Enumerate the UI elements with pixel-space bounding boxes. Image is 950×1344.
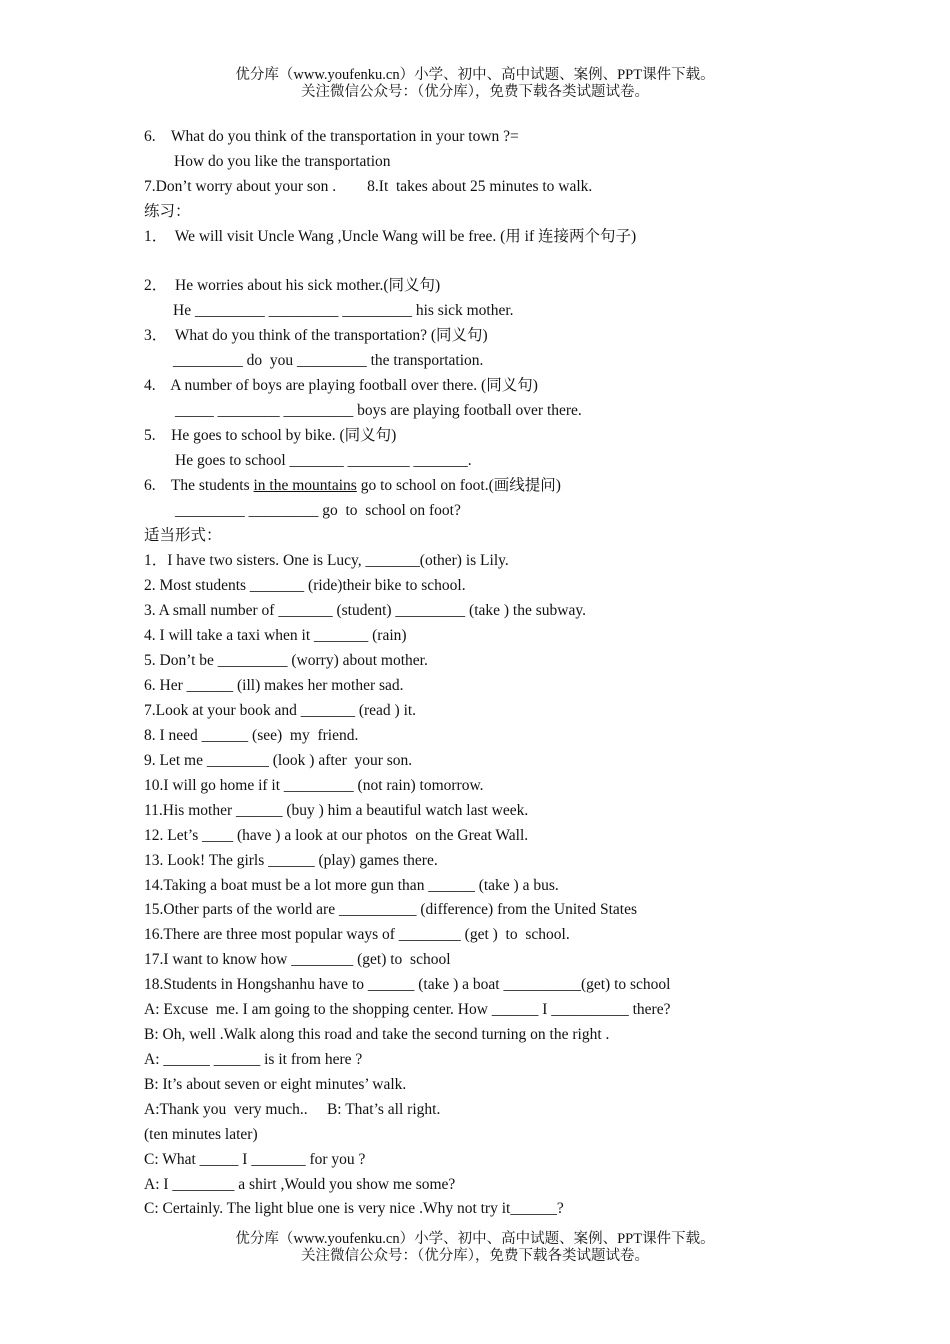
practice-q2-answer: He _________ _________ _________ his sick mother.	[173, 302, 514, 319]
forms-item-5: 5. Don’t be _________ (worry) about mother.	[144, 652, 428, 669]
practice-q6-answer: _________ _________ go to school on foot?	[175, 502, 461, 519]
items-7-8: 7.Don’t worry about your son . 8.It takes about 25 minutes to walk.	[144, 178, 593, 195]
forms-item-3: 3. A small number of _______ (student) _________ (take ) the subway.	[144, 602, 586, 619]
forms-item-12: 12. Let’s ____ (have ) a look at our photos on the Great Wall.	[144, 827, 529, 844]
forms-item-7: 7.Look at your book and _______ (read ) it.	[144, 702, 417, 719]
footer-line-1: 优分库（www.youfenku.cn）小学、初中、高中试题、案例、PPT课件下载。	[235, 1231, 715, 1247]
forms-item-11: 11.His mother ______ (buy ) him a beautiful watch last week.	[144, 802, 529, 819]
dialogue-line-2: B: Oh, well .Walk along this road and take the second turning on the right .	[144, 1026, 610, 1043]
forms-item-17: 17.I want to know how ________ (get) to school	[144, 951, 451, 968]
dialogue-line-3: A: ______ ______ is it from here ?	[144, 1051, 363, 1068]
page-footer	[0, 1231, 950, 1265]
practice-q1: 1． We will visit Uncle Wang ,Uncle Wang will be free. (用 if 连接两个句子)	[144, 228, 637, 245]
practice-q4-answer: _____ ________ _________ boys are playing football over there.	[175, 402, 582, 419]
practice-q6-underlined: in the mountains	[253, 477, 357, 494]
practice-q6-end: go to school on foot.(画线提问)	[356, 477, 561, 494]
practice-q3: 3． What do you think of the transportation? (同义句)	[144, 327, 488, 344]
dialogue-line-9: C: Certainly. The light blue one is very nice .Why not try it______?	[144, 1200, 564, 1217]
practice-q4: 4. A number of boys are playing football over there. (同义句)	[144, 377, 538, 394]
dialogue-line-8: A: I ________ a shirt ,Would you show me some?	[144, 1176, 456, 1193]
practice-q5-answer: He goes to school _______ ________ _______.	[175, 452, 472, 469]
forms-item-13: 13. Look! The girls ______ (play) games there.	[144, 852, 438, 869]
header-line-1: 优分库（www.youfenku.cn）小学、初中、高中试题、案例、PPT课件下载。	[235, 67, 715, 83]
forms-item-18: 18.Students in Hongshanhu have to ______ (take ) a boat __________(get) to school	[144, 976, 671, 993]
forms-heading: 适当形式：	[144, 527, 222, 544]
forms-item-2: 2. Most students _______ (ride)their bike to school.	[144, 577, 466, 594]
dialogue-line-4: B: It’s about seven or eight minutes’ walk.	[144, 1076, 407, 1093]
forms-item-8: 8. I need ______ (see) my friend.	[144, 727, 359, 744]
item-6-equivalent: How do you like the transportation	[174, 153, 391, 170]
dialogue-line-1: A: Excuse me. I am going to the shopping center. How ______ I __________ there?	[144, 1001, 671, 1018]
dialogue-line-7: C: What _____ I _______ for you ?	[144, 1151, 366, 1168]
forms-item-4: 4. I will take a taxi when it _______ (rain)	[144, 627, 407, 644]
forms-item-10: 10.I will go home if it _________ (not rain) tomorrow.	[144, 777, 484, 794]
dialogue-line-6: (ten minutes later)	[144, 1126, 258, 1143]
practice-q6	[144, 476, 561, 496]
header-line-2: 关注微信公众号：（优分库），免费下载各类试题试卷。	[301, 84, 649, 100]
footer-line-2: 关注微信公众号：（优分库），免费下载各类试题试卷。	[301, 1248, 649, 1264]
practice-q2: 2． He worries about his sick mother.(同义句)	[144, 277, 441, 294]
forms-item-15: 15.Other parts of the world are __________ (difference) from the United States	[144, 901, 637, 918]
practice-q3-answer: _________ do you _________ the transportation.	[173, 352, 484, 369]
forms-item-9: 9. Let me ________ (look ) after your son.	[144, 752, 413, 769]
page-header	[0, 67, 950, 101]
dialogue-line-5: A:Thank you very much.. B: That’s all right.	[144, 1101, 441, 1118]
practice-heading: 练习：	[144, 203, 191, 220]
forms-item-14: 14.Taking a boat must be a lot more gun than ______ (take ) a bus.	[144, 877, 559, 894]
practice-q5: 5. He goes to school by bike. (同义句)	[144, 427, 397, 444]
forms-item-6: 6. Her ______ (ill) makes her mother sad.	[144, 677, 404, 694]
practice-q6-start: 6. The students	[144, 477, 254, 494]
item-6-question: 6. What do you think of the transportation in your town ?=	[144, 128, 519, 145]
forms-item-16: 16.There are three most popular ways of ________ (get ) to school.	[144, 926, 570, 943]
forms-item-1: 1．I have two sisters. One is Lucy, _______(other) is Lily.	[144, 552, 509, 569]
